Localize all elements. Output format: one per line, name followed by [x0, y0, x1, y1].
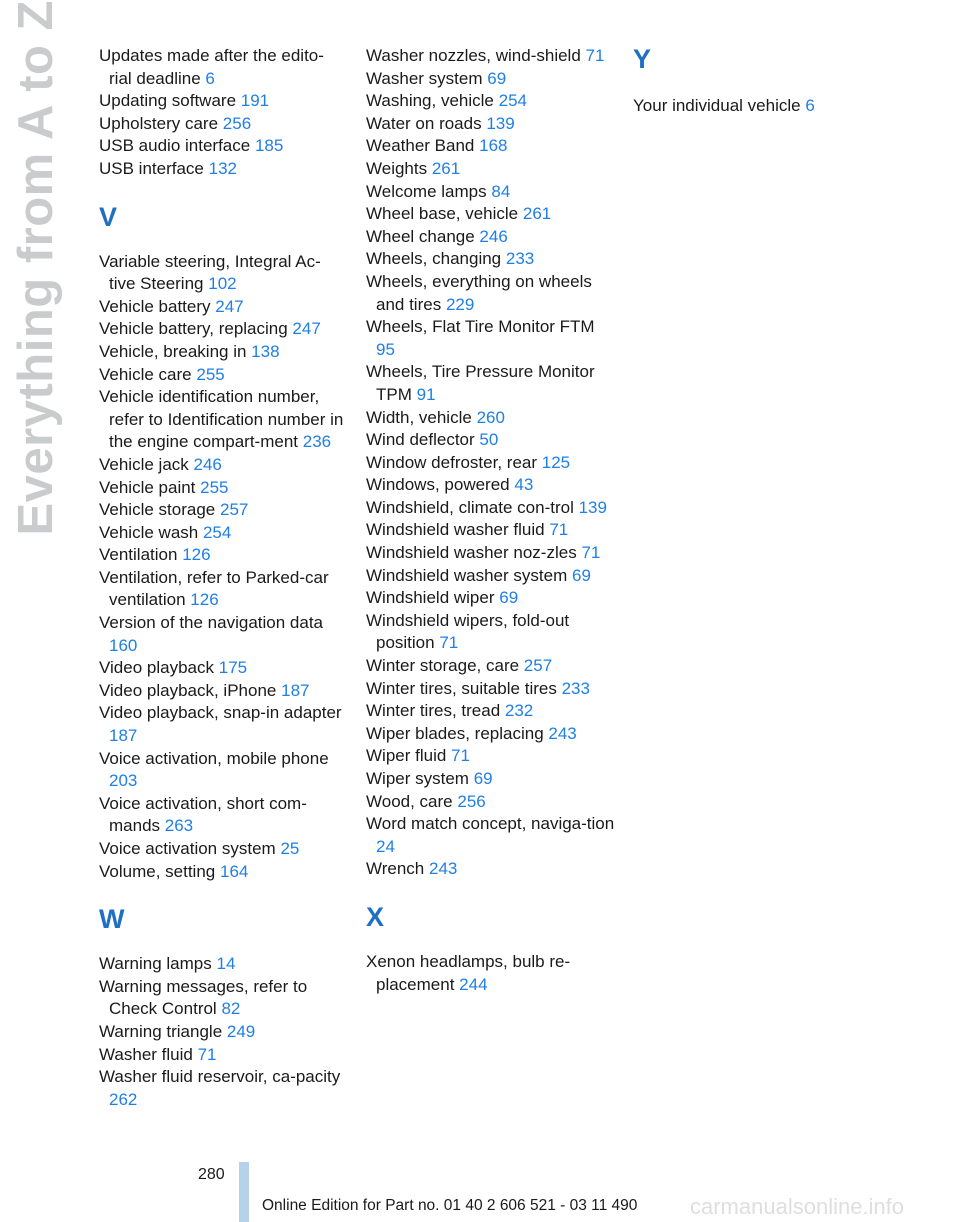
index-entry-term: Wiper fluid [366, 746, 447, 766]
index-entry-term: Washer fluid [99, 1044, 193, 1064]
index-entry-page-link[interactable]: 84 [491, 181, 511, 201]
index-entry [366, 113, 616, 136]
index-entry-page-link[interactable]: 160 [109, 635, 138, 655]
index-entry-page-link[interactable]: 233 [505, 249, 535, 269]
index-entry-page-link[interactable]: 232 [504, 701, 534, 721]
index-entry-term: Vehicle paint [99, 477, 196, 497]
index-entry-page-link[interactable]: 255 [196, 364, 225, 384]
watermark: carmanualsonline.info [690, 1194, 905, 1219]
index-entry [99, 499, 345, 522]
index-entry-page-link[interactable]: 126 [182, 545, 211, 565]
index-entry-page-link[interactable]: 236 [302, 432, 332, 452]
index-entry-page-link[interactable]: 257 [523, 656, 553, 676]
index-entry-page-link[interactable]: 43 [514, 475, 534, 495]
index-column-2 [366, 45, 616, 996]
index-entry [366, 678, 616, 701]
index-entry-term: Winter tires, tread [366, 701, 501, 721]
index-entry-term: Wheels, Flat Tire Monitor FTM [366, 317, 595, 337]
index-entry [366, 271, 616, 316]
index-entry-page-link[interactable]: 24 [376, 836, 395, 856]
index-entry-page-link[interactable]: 246 [479, 226, 508, 246]
index-entry-page-link[interactable]: 244 [459, 974, 488, 994]
index-entry-term: Vehicle battery, replacing [99, 319, 288, 339]
index-entry [366, 248, 616, 271]
index-entry-term: Windshield washer fluid [366, 520, 545, 540]
index-entry-term: Ventilation [99, 545, 178, 565]
index-entry-page-link[interactable]: 203 [109, 771, 138, 791]
index-entry [633, 95, 883, 118]
index-group-x [366, 951, 616, 996]
index-entry-term: Video playback, iPhone [99, 680, 277, 700]
index-entry-term: Windshield, climate con-trol [366, 497, 574, 517]
index-entry-page-link[interactable]: 261 [431, 158, 461, 178]
index-entry [366, 542, 616, 565]
index-entry-term: Updating software [99, 91, 237, 111]
index-entry-term: Ventilation, refer to Parked-car ventilation [99, 567, 329, 610]
index-entry-page-link[interactable]: 246 [193, 454, 222, 474]
index-entry-page-link[interactable]: 256 [222, 113, 252, 133]
index-entry [99, 976, 345, 1021]
index-entry-term: Washer fluid reservoir, ca-pacity [99, 1067, 341, 1087]
index-entry-page-link[interactable]: 25 [280, 839, 300, 858]
index-entry [99, 45, 345, 90]
index-entry [366, 951, 616, 996]
index-entry [99, 90, 345, 113]
index-entry [99, 113, 345, 136]
index-entry-term: Winter tires, suitable tires [366, 678, 557, 698]
index-entry [99, 1066, 345, 1111]
index-entry-page-link[interactable]: 254 [498, 91, 527, 111]
index-entry-term: Welcome lamps [366, 181, 487, 201]
index-entry-term: Wood, care [366, 791, 453, 811]
index-entry [99, 454, 345, 477]
index-entry-page-link[interactable]: 71 [585, 46, 605, 65]
index-entry-page-link[interactable]: 257 [219, 500, 249, 520]
index-entry-term: Wrench [366, 859, 425, 879]
index-entry-page-link[interactable]: 71 [439, 633, 459, 653]
index-entry-page-link[interactable]: 82 [221, 999, 241, 1019]
index-entry [366, 587, 616, 610]
index-entry [99, 386, 345, 454]
index-entry [99, 522, 345, 545]
footer-edition-text: Online Edition for Part no. 01 40 2 606 521 - 03 11 490 [262, 1197, 638, 1214]
index-entry-page-link[interactable]: 254 [202, 522, 232, 542]
index-entry-term: Vehicle jack [99, 454, 189, 474]
index-entry-term: Vehicle battery [99, 296, 211, 316]
index-entry-term: Wind deflector [366, 430, 475, 450]
index-entry-page-link[interactable]: 138 [251, 341, 280, 361]
index-entry [99, 341, 345, 364]
index-entry-term: Vehicle identification number, refer to Identification number in the engine compart-ment [99, 387, 344, 452]
index-entry-term: Warning triangle [99, 1021, 223, 1041]
index-entry-page-link[interactable]: 168 [479, 136, 508, 156]
index-entry [99, 251, 345, 296]
index-entry [99, 296, 345, 319]
index-entry-term: Vehicle wash [99, 522, 199, 542]
index-entry-term: Wheel base, vehicle [366, 204, 519, 224]
index-entry [366, 610, 616, 655]
index-entry [99, 567, 345, 612]
index-entry-page-link[interactable]: 95 [376, 339, 395, 359]
index-entry-term: Warning lamps [99, 954, 212, 974]
index-entry-term: Width, vehicle [366, 407, 472, 427]
index-entry-page-link[interactable]: 139 [486, 113, 515, 133]
index-entry [366, 474, 616, 497]
index-entry-term: USB audio interface [99, 136, 251, 156]
index-entry-term: Variable steering, Integral Ac-tive Steering [99, 251, 321, 294]
index-entry-term: Word match concept, naviga-tion [366, 814, 615, 834]
index-entry-page-link[interactable]: 175 [218, 658, 248, 678]
index-entry-page-link[interactable]: 71 [197, 1044, 217, 1064]
index-entry-term: Video playback, snap-in adapter [99, 703, 342, 723]
index-entry-page-link[interactable]: 125 [541, 452, 571, 472]
index-entry-term: Wiper blades, replacing [366, 723, 544, 743]
index-entry-term: Voice activation, short com-mands [99, 793, 307, 836]
index-entry-term: Voice activation, mobile phone [99, 748, 329, 768]
index-entry-page-link[interactable]: 260 [476, 407, 505, 427]
index-entry [366, 68, 616, 91]
index-entry-term: Volume, setting [99, 861, 216, 881]
index-entry-page-link[interactable]: 69 [473, 769, 493, 788]
index-entry-term: Warning messages, refer to Check Control [99, 976, 308, 1019]
index-entry-term: Water on roads [366, 113, 482, 133]
index-entry-page-link[interactable]: 255 [200, 477, 229, 497]
index-entry-term: Windows, powered [366, 475, 510, 495]
index-entry-page-link[interactable]: 191 [240, 91, 270, 111]
index-entry [366, 723, 616, 746]
index-entry [99, 612, 345, 657]
index-entry-term: Washer system [366, 68, 483, 88]
index-entry-page-link[interactable]: 71 [581, 543, 601, 563]
index-entry [366, 858, 616, 881]
index-entry [99, 477, 345, 500]
index-entry [366, 135, 616, 158]
index-entry-page-link[interactable]: 69 [499, 588, 519, 608]
letter-heading-v: V [99, 201, 118, 232]
index-entry-term: Washer nozzles, wind-shield [366, 46, 581, 65]
index-entry-term: Wheels, everything on wheels and tires [366, 271, 592, 314]
index-entry-term: Wiper system [366, 769, 469, 788]
index-entry-page-link[interactable]: 233 [561, 678, 590, 698]
page-number: 280 [198, 1166, 225, 1183]
index-entry-page-link[interactable]: 263 [164, 816, 194, 836]
index-entry [99, 158, 345, 181]
index-entry-term: Windshield wipers, fold-out position [366, 610, 570, 653]
index-entry-page-link[interactable]: 187 [109, 726, 138, 746]
index-entry-term: Vehicle storage [99, 500, 216, 520]
index-entry [366, 361, 616, 406]
index-entry-term: Weather Band [366, 136, 475, 156]
index-entry-page-link[interactable]: 50 [479, 430, 499, 450]
letter-heading-y: Y [633, 44, 652, 74]
index-entry-page-link[interactable]: 132 [208, 158, 237, 178]
index-entry-page-link[interactable]: 261 [522, 204, 552, 224]
index-entry-page-link[interactable]: 6 [805, 96, 815, 115]
index-entry-page-link[interactable]: 185 [254, 136, 284, 156]
index-entry-term: Your individual vehicle [633, 96, 801, 115]
letter-heading-x: X [366, 901, 385, 932]
index-entry-page-link[interactable]: 6 [205, 68, 215, 88]
index-entry [366, 203, 616, 226]
index-entry-term: Winter storage, care [366, 656, 520, 676]
index-entry-page-link[interactable]: 262 [109, 1089, 138, 1109]
index-entry-page-link[interactable]: 69 [571, 565, 591, 585]
index-entry [366, 181, 616, 204]
index-entry-term: Washing, vehicle [366, 91, 494, 111]
index-entry [366, 90, 616, 113]
index-entry [99, 318, 345, 341]
index-entry [99, 135, 345, 158]
index-entry [99, 680, 345, 703]
index-entry-page-link[interactable]: 229 [445, 294, 475, 314]
index-entry [366, 565, 616, 588]
index-column-3 [633, 45, 883, 118]
index-entry [366, 519, 616, 542]
index-entry [366, 407, 616, 430]
side-section-title [0, 0, 75, 536]
index-entry-page-link[interactable]: 187 [281, 680, 310, 700]
index-entry-term: Window defroster, rear [366, 452, 538, 472]
index-entry [99, 748, 345, 793]
index-group-y [633, 95, 883, 118]
letter-heading-w: W [99, 904, 125, 935]
index-entry-page-link[interactable]: 102 [208, 274, 237, 294]
index-entry-page-link[interactable]: 243 [548, 723, 577, 743]
index-entry [366, 226, 616, 249]
side-section-title-text: Everything from A to Z [9, 0, 63, 536]
index-entry [99, 838, 345, 861]
index-entry-term: Weights [366, 158, 428, 178]
index-entry [366, 452, 616, 475]
index-entry [366, 497, 616, 520]
index-entry [99, 953, 345, 976]
index-group-w-continued [366, 45, 616, 881]
index-entry [99, 793, 345, 838]
index-entry [99, 861, 345, 884]
index-entry-page-link[interactable]: 243 [429, 859, 458, 879]
index-entry-term: Windshield wiper [366, 588, 495, 608]
index-entry [366, 45, 616, 68]
index-entry-page-link[interactable]: 247 [292, 319, 321, 339]
index-entry-term: Updates made after the edito-rial deadline [99, 46, 324, 88]
index-entry [366, 158, 616, 181]
index-entry-term: Upholstery care [99, 113, 219, 133]
index-entry-page-link[interactable]: 14 [216, 954, 236, 974]
index-entry-term: Windshield washer noz-zles [366, 543, 577, 563]
index-entry [366, 316, 616, 361]
index-entry-page-link[interactable]: 71 [451, 746, 470, 766]
index-entry-term: Voice activation system [99, 839, 276, 858]
index-entry [366, 768, 616, 791]
index-entry-page-link[interactable]: 249 [226, 1021, 256, 1041]
index-entry [99, 657, 345, 680]
index-entry-term: Windshield washer system [366, 565, 568, 585]
index-entry-page-link[interactable]: 126 [190, 590, 219, 610]
index-entry-term: Wheel change [366, 226, 475, 246]
index-entry-page-link[interactable]: 164 [219, 861, 249, 881]
index-entry [366, 791, 616, 814]
index-entry [99, 1021, 345, 1044]
index-entry-term: Wheels, changing [366, 249, 502, 269]
index-group-w [99, 953, 345, 1111]
index-group-v [99, 251, 345, 884]
index-entry-page-link[interactable]: 71 [549, 520, 569, 540]
index-entry-term: Version of the navigation data [99, 613, 323, 633]
footer-accent-bar [239, 1162, 249, 1222]
index-entry-page-link[interactable]: 91 [416, 384, 436, 404]
index-entry [366, 429, 616, 452]
index-entry [366, 813, 616, 858]
index-column-1 [99, 45, 345, 1111]
index-entry [99, 702, 345, 747]
index-entry-term: Wheels, Tire Pressure Monitor TPM [366, 362, 595, 404]
index-entry [99, 364, 345, 387]
index-entry-term: Xenon headlamps, bulb re-placement [366, 951, 571, 994]
index-entry-page-link[interactable]: 256 [457, 791, 486, 811]
index-entry-page-link[interactable]: 139 [578, 497, 607, 517]
index-entry [366, 655, 616, 678]
index-entry [99, 1044, 345, 1067]
index-entry-page-link[interactable]: 69 [487, 68, 507, 88]
index-entry-term: Vehicle, breaking in [99, 341, 247, 361]
index-entry-page-link[interactable]: 247 [215, 296, 244, 316]
index-entry-term: Vehicle care [99, 364, 192, 384]
index-entry [366, 700, 616, 723]
index-entry-term: USB interface [99, 158, 204, 178]
index-entry [99, 544, 345, 567]
index-entry [366, 745, 616, 768]
index-entry-term: Video playback [99, 658, 214, 678]
index-group-u [99, 45, 345, 181]
